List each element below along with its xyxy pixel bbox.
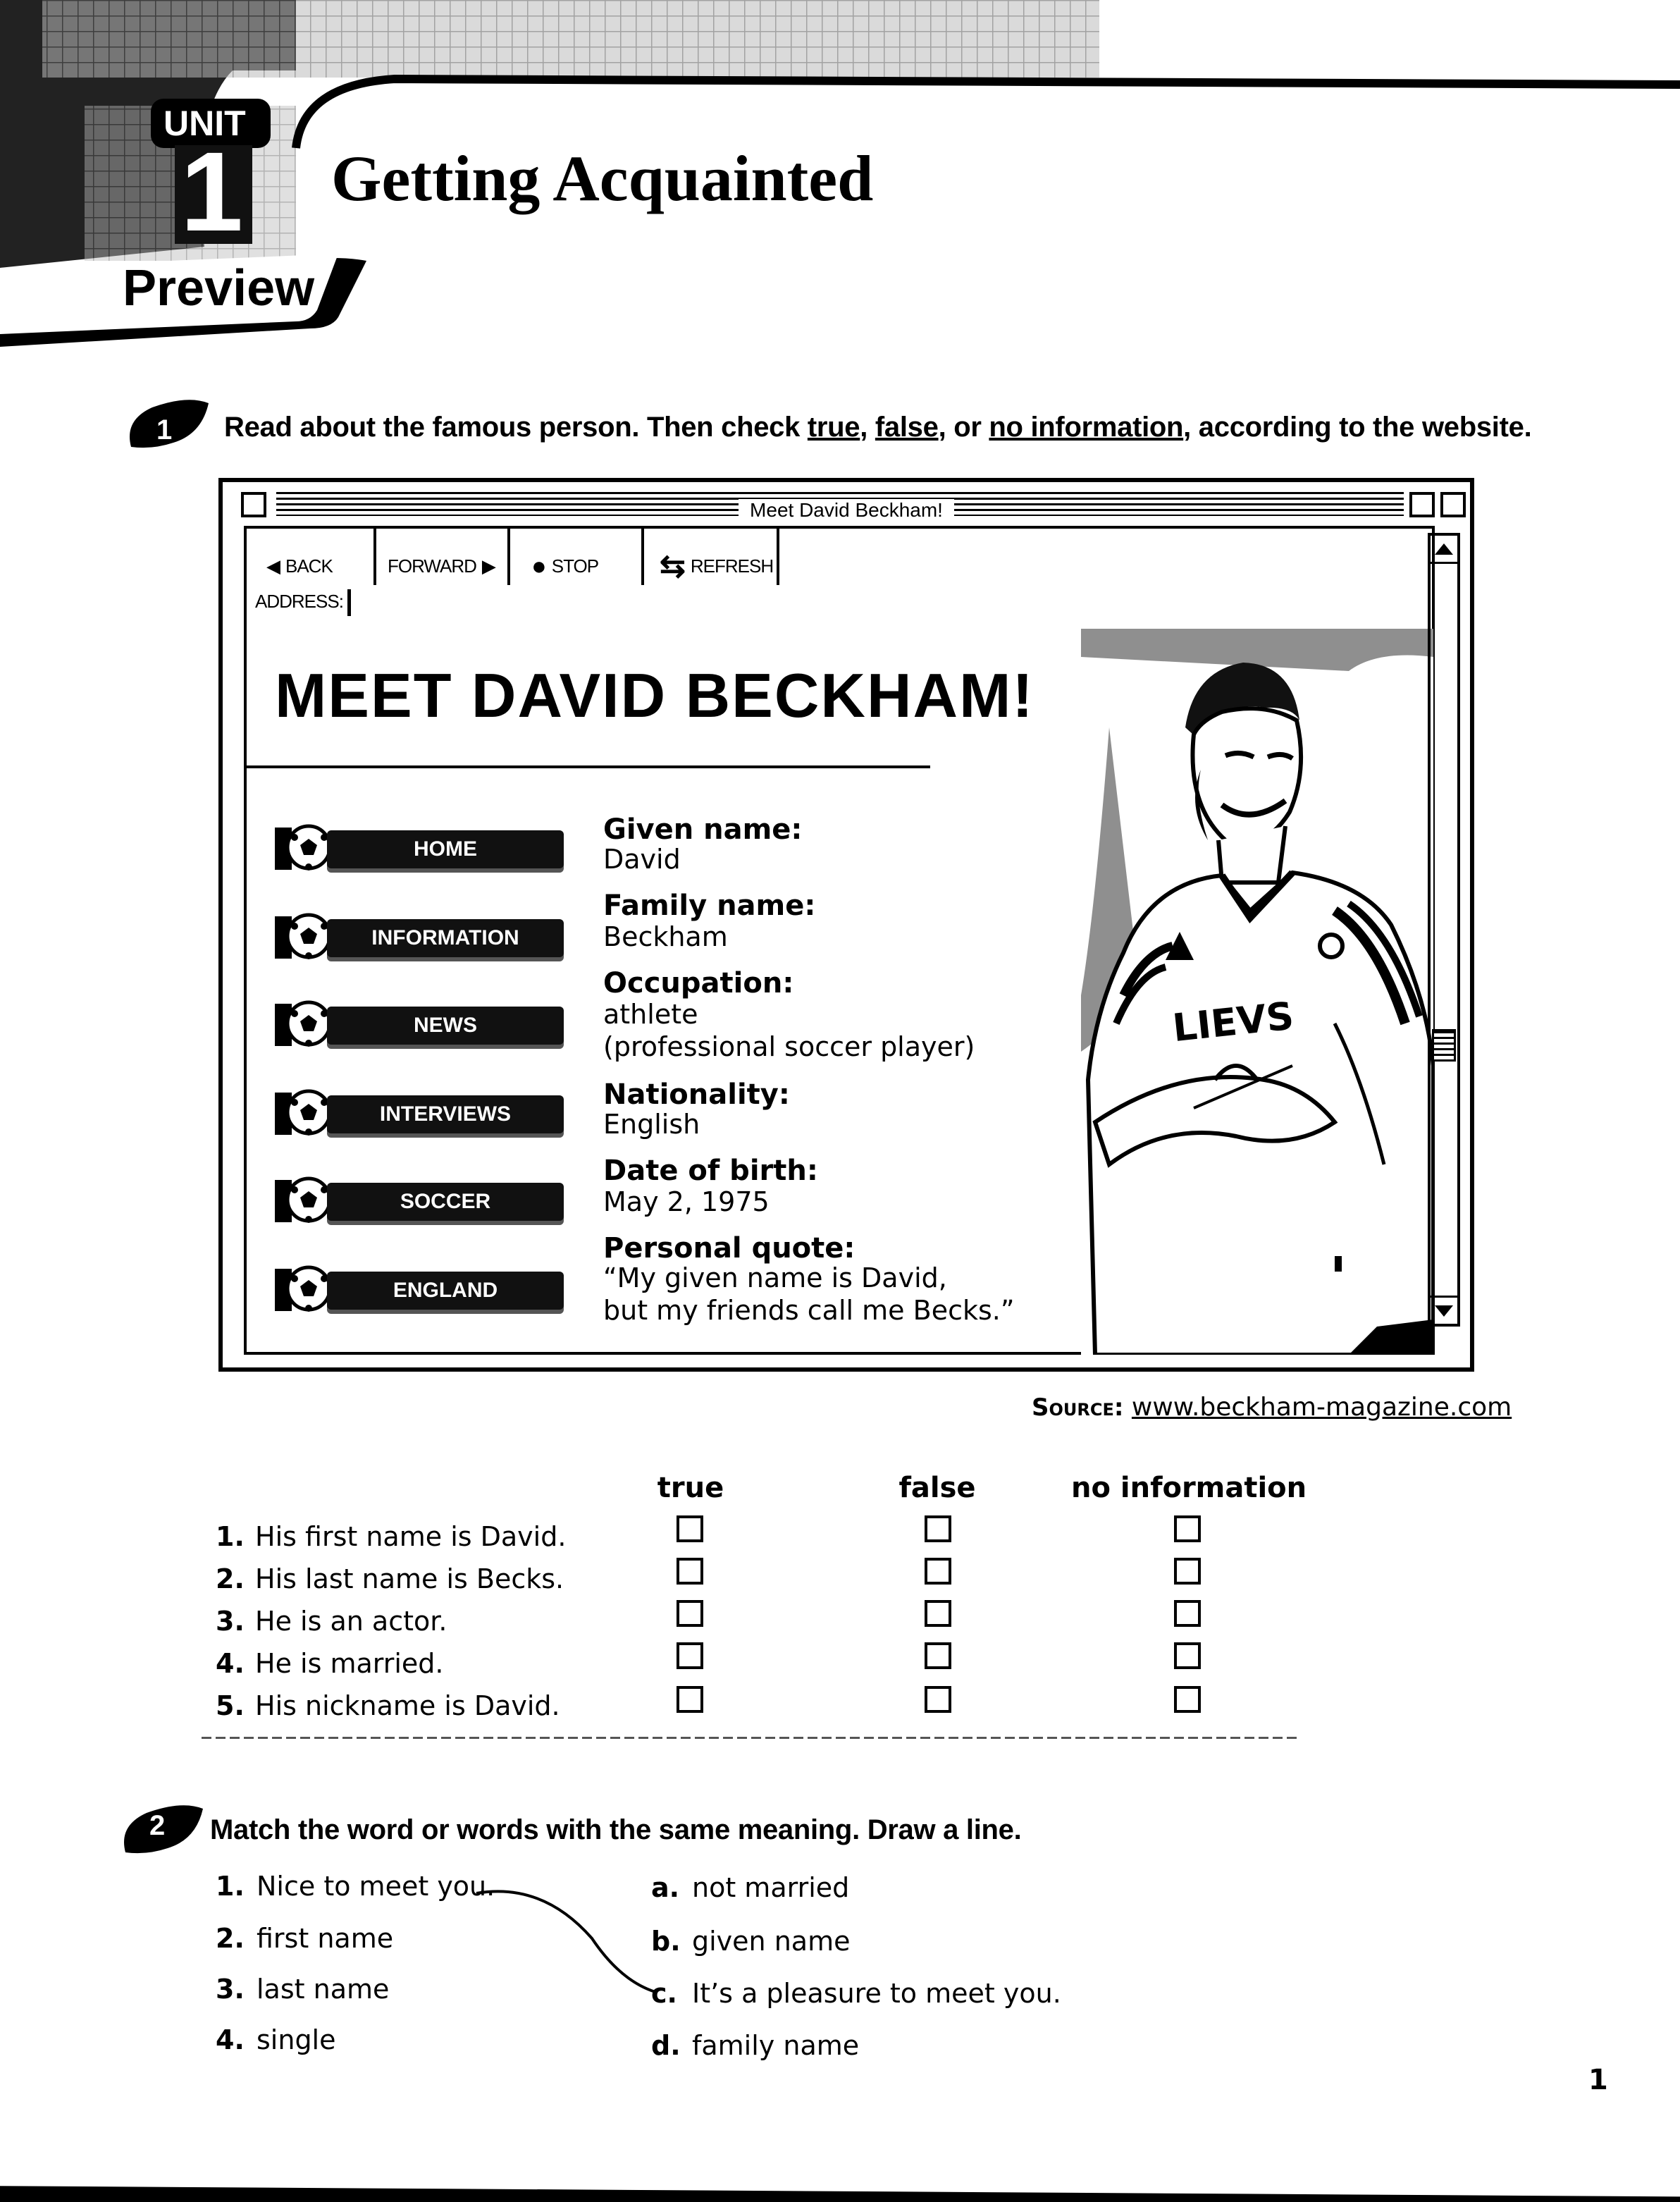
- section-label: Preview: [123, 260, 315, 316]
- unit-header: [0, 0, 1680, 352]
- refresh-icon: ⇆: [660, 548, 685, 584]
- match-right-a: a. not married: [651, 1872, 850, 1903]
- back-arrow-icon: ◀: [266, 555, 280, 577]
- checkbox-4-false[interactable]: [925, 1642, 951, 1669]
- match-left-4: 4. single: [216, 2024, 336, 2055]
- heading-rule: [247, 765, 930, 768]
- match-right-c: c. It’s a pleasure to meet you.: [651, 1978, 1061, 2009]
- zoom-box-icon[interactable]: [1409, 492, 1435, 517]
- unit-number: 1: [180, 128, 243, 254]
- browser-titlebar: [223, 482, 1470, 526]
- jersey-text: LIEVS: [1171, 993, 1296, 1051]
- family-name-label: Family name:: [603, 890, 816, 922]
- scroll-up-button[interactable]: [1431, 536, 1457, 564]
- statement-4: 4. He is married.: [216, 1648, 444, 1679]
- address-bar[interactable]: ADDRESS:: [255, 589, 351, 616]
- match-left-1: 1. Nice to meet you.: [216, 1871, 495, 1902]
- table-divider: [202, 1737, 1301, 1739]
- checkbox-1-false[interactable]: [925, 1515, 951, 1542]
- family-name-value: Beckham: [603, 921, 728, 952]
- refresh-button[interactable]: ⇆ REFRESH: [660, 548, 774, 584]
- scroll-down-arrow-icon: [1435, 1305, 1453, 1317]
- scroll-up-arrow-icon: [1435, 543, 1453, 555]
- nationality-value: English: [603, 1109, 700, 1140]
- given-name-label: Given name:: [603, 813, 803, 846]
- forward-arrow-icon: ▶: [481, 555, 495, 577]
- statement-1: 1. His first name is David.: [216, 1521, 567, 1552]
- checkbox-3-no-information[interactable]: [1174, 1600, 1201, 1627]
- checkbox-5-true[interactable]: [677, 1686, 703, 1713]
- exercise-1-instruction: Read about the famous person. Then check true, false, or no information, according to the website.: [224, 412, 1532, 443]
- date-of-birth-label: Date of birth:: [603, 1155, 818, 1187]
- column-false: false: [898, 1472, 976, 1504]
- checkbox-3-false[interactable]: [925, 1600, 951, 1627]
- stop-button[interactable]: ● STOP: [531, 551, 599, 580]
- vertical-scrollbar[interactable]: [1428, 533, 1460, 1327]
- back-button[interactable]: ◀ BACK: [266, 555, 333, 577]
- given-name-value: David: [603, 844, 681, 875]
- menu-england-label: ENGLAND: [327, 1272, 564, 1310]
- window-title: Meet David Beckham!: [739, 499, 954, 521]
- match-left-3: 3. last name: [216, 1974, 390, 2005]
- occupation-value: athlete: [603, 999, 698, 1030]
- checkbox-2-no-information[interactable]: [1174, 1558, 1201, 1585]
- unit-label: UNIT: [163, 104, 246, 143]
- occupation-detail: (professional soccer player): [603, 1031, 975, 1062]
- menu-news-button[interactable]: [275, 998, 564, 1049]
- checkbox-5-no-information[interactable]: [1174, 1686, 1201, 1713]
- checkbox-2-false[interactable]: [925, 1558, 951, 1585]
- source-credit: [1032, 1393, 1512, 1422]
- collapse-box-icon[interactable]: [1440, 492, 1466, 517]
- site-heading: MEET DAVID BECKHAM!: [275, 660, 1034, 730]
- stop-icon: ●: [531, 551, 546, 580]
- checkbox-4-true[interactable]: [677, 1642, 703, 1669]
- menu-information-label: INFORMATION: [327, 919, 564, 957]
- address-cursor: [347, 589, 351, 616]
- personal-quote-line-2: but my friends call me Becks.”: [603, 1295, 1015, 1326]
- page-bottom-edge: [0, 2175, 1680, 2202]
- page-title: Getting Acquainted: [331, 142, 874, 214]
- forward-button[interactable]: FORWARD ▶: [388, 555, 495, 577]
- exercise-2-instruction: Match the word or words with the same meaning. Draw a line.: [210, 1814, 1022, 1845]
- example-match-line: [472, 1875, 662, 2009]
- match-right-d: d. family name: [651, 2030, 860, 2061]
- date-of-birth-value: May 2, 1975: [603, 1186, 770, 1217]
- menu-soccer-button[interactable]: [275, 1174, 564, 1225]
- checkbox-4-no-information[interactable]: [1174, 1642, 1201, 1669]
- personal-quote-label: Personal quote:: [603, 1232, 856, 1265]
- checkbox-2-true[interactable]: [677, 1558, 703, 1585]
- menu-home-label: HOME: [327, 830, 564, 868]
- menu-interviews-button[interactable]: [275, 1087, 564, 1138]
- personal-quote-line-1: “My given name is David,: [603, 1262, 947, 1293]
- match-right-b: b. given name: [651, 1926, 851, 1957]
- menu-home-button[interactable]: [275, 822, 564, 873]
- occupation-label: Occupation:: [603, 967, 794, 999]
- david-beckham-photo: [1081, 629, 1433, 1355]
- checkbox-5-false[interactable]: [925, 1686, 951, 1713]
- exercise-2-number: 2: [149, 1810, 166, 1841]
- page-number: 1: [1588, 2064, 1608, 2096]
- menu-england-button[interactable]: [275, 1263, 564, 1314]
- column-no-information: no information: [1071, 1472, 1307, 1504]
- checkbox-3-true[interactable]: [677, 1600, 703, 1627]
- checkbox-1-no-information[interactable]: [1174, 1515, 1201, 1542]
- scroll-down-button[interactable]: [1431, 1296, 1457, 1324]
- exercise-1-number: 1: [156, 414, 173, 445]
- menu-interviews-label: INTERVIEWS: [327, 1095, 564, 1133]
- column-true: true: [657, 1472, 724, 1504]
- scroll-thumb[interactable]: [1432, 1029, 1456, 1062]
- match-left-2: 2. first name: [216, 1923, 394, 1954]
- menu-news-label: NEWS: [327, 1007, 564, 1045]
- menu-information-button[interactable]: [275, 911, 564, 961]
- source-link[interactable]: www.beckham-magazine.com: [1131, 1393, 1512, 1422]
- nationality-label: Nationality:: [603, 1078, 790, 1111]
- statement-2: 2. His last name is Becks.: [216, 1563, 564, 1594]
- browser-viewport: [244, 526, 1435, 1355]
- menu-soccer-label: SOCCER: [327, 1183, 564, 1221]
- statement-5: 5. His nickname is David.: [216, 1690, 560, 1721]
- statement-3: 3. He is an actor.: [216, 1606, 447, 1637]
- checkbox-1-true[interactable]: [677, 1515, 703, 1542]
- source-label: Source:: [1032, 1394, 1124, 1422]
- browser-window: [218, 478, 1474, 1372]
